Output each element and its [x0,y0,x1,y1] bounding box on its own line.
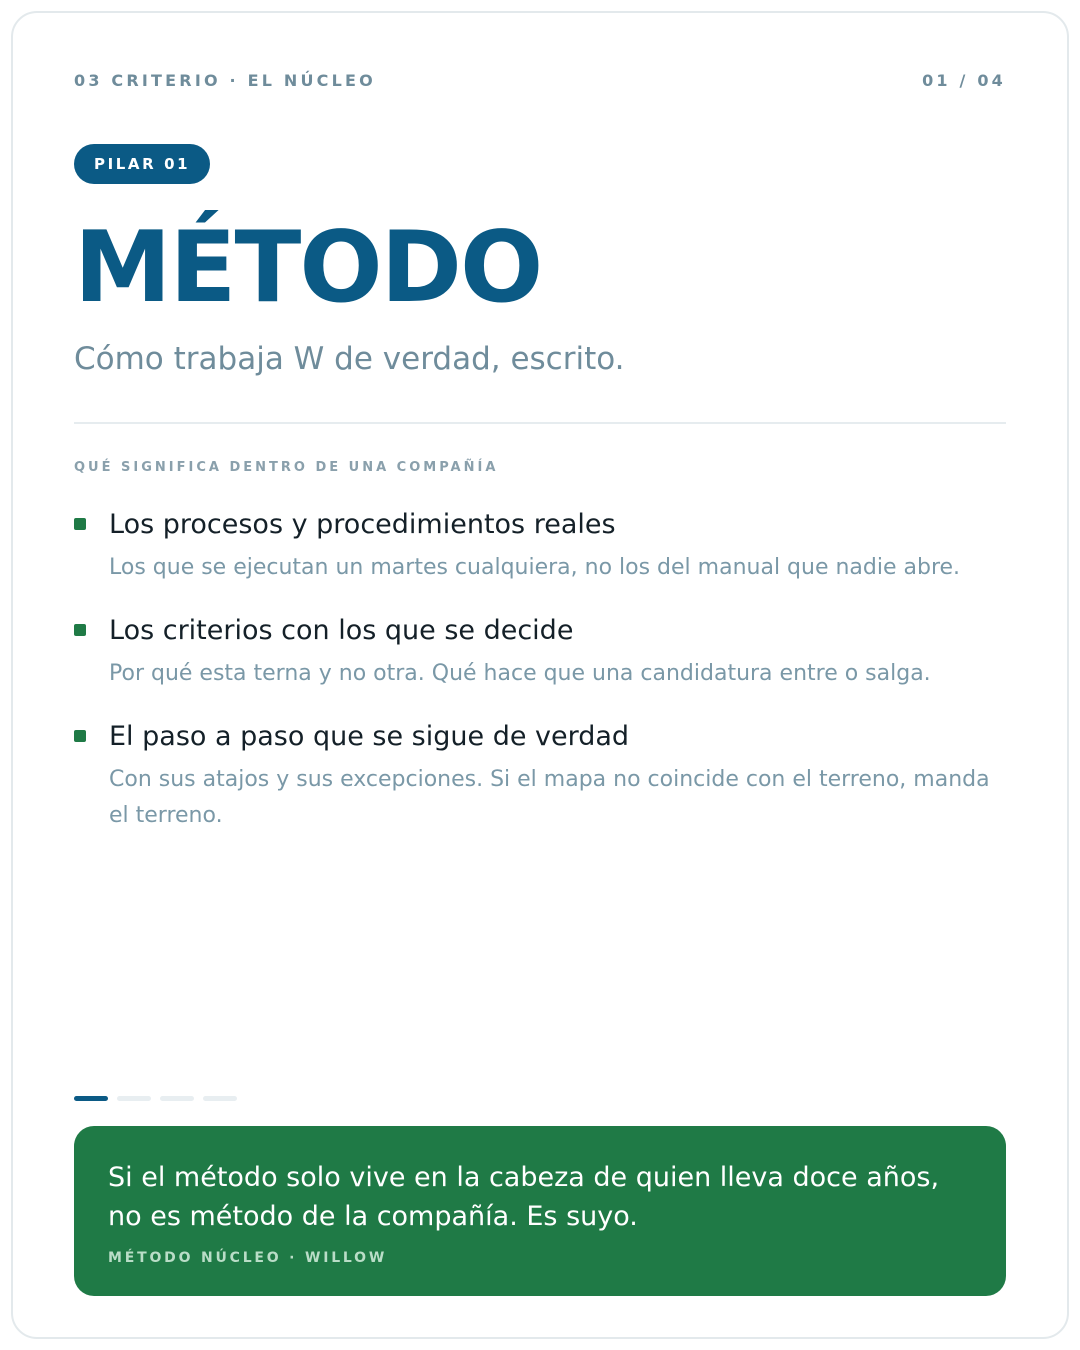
square-bullet-icon [74,518,86,530]
divider [74,422,1006,424]
top-bar [74,68,1006,92]
quote-box [74,1126,1006,1296]
page-counter: 01 / 04 [922,70,1006,90]
slide-content [74,0,1006,1350]
progress-indicator [74,1096,237,1101]
item-title: Los criterios con los que se decide [109,615,574,646]
breadcrumb: 03 CRITERIO · EL NÚCLEO [74,70,376,90]
list-item [74,506,1006,586]
page-title: MÉTODO [74,211,542,325]
item-description: Con sus atajos y sus excepciones. Si el mapa no coincide con el terreno, manda el terreno. [109,767,990,828]
list-item [74,612,1006,692]
item-title: Los procesos y procedimientos reales [109,509,616,540]
section-label: QUÉ SIGNIFICA DENTRO DE UNA COMPAÑÍA [74,460,499,475]
progress-dot-active [74,1096,108,1101]
progress-dot [203,1096,237,1101]
progress-dot [160,1096,194,1101]
square-bullet-icon [74,624,86,636]
pillar-badge: PILAR 01 [74,144,210,184]
item-list [74,506,1006,860]
square-bullet-icon [74,730,86,742]
item-description: Por qué esta terna y no otra. Qué hace que una candidatura entre o salga. [109,661,931,686]
quote-text: Si el método solo vive en la cabeza de quien lleva doce años, no es método de la compañía. Es suyo. [108,1162,940,1232]
quote-caption: MÉTODO NÚCLEO · WILLOW [108,1250,388,1266]
page-subtitle: Cómo trabaja W de verdad, escrito. [74,341,625,377]
item-description: Los que se ejecutan un martes cualquiera, no los del manual que nadie abre. [109,555,961,580]
item-title: El paso a paso que se sigue de verdad [109,721,630,752]
list-item [74,718,1006,834]
progress-dot [117,1096,151,1101]
